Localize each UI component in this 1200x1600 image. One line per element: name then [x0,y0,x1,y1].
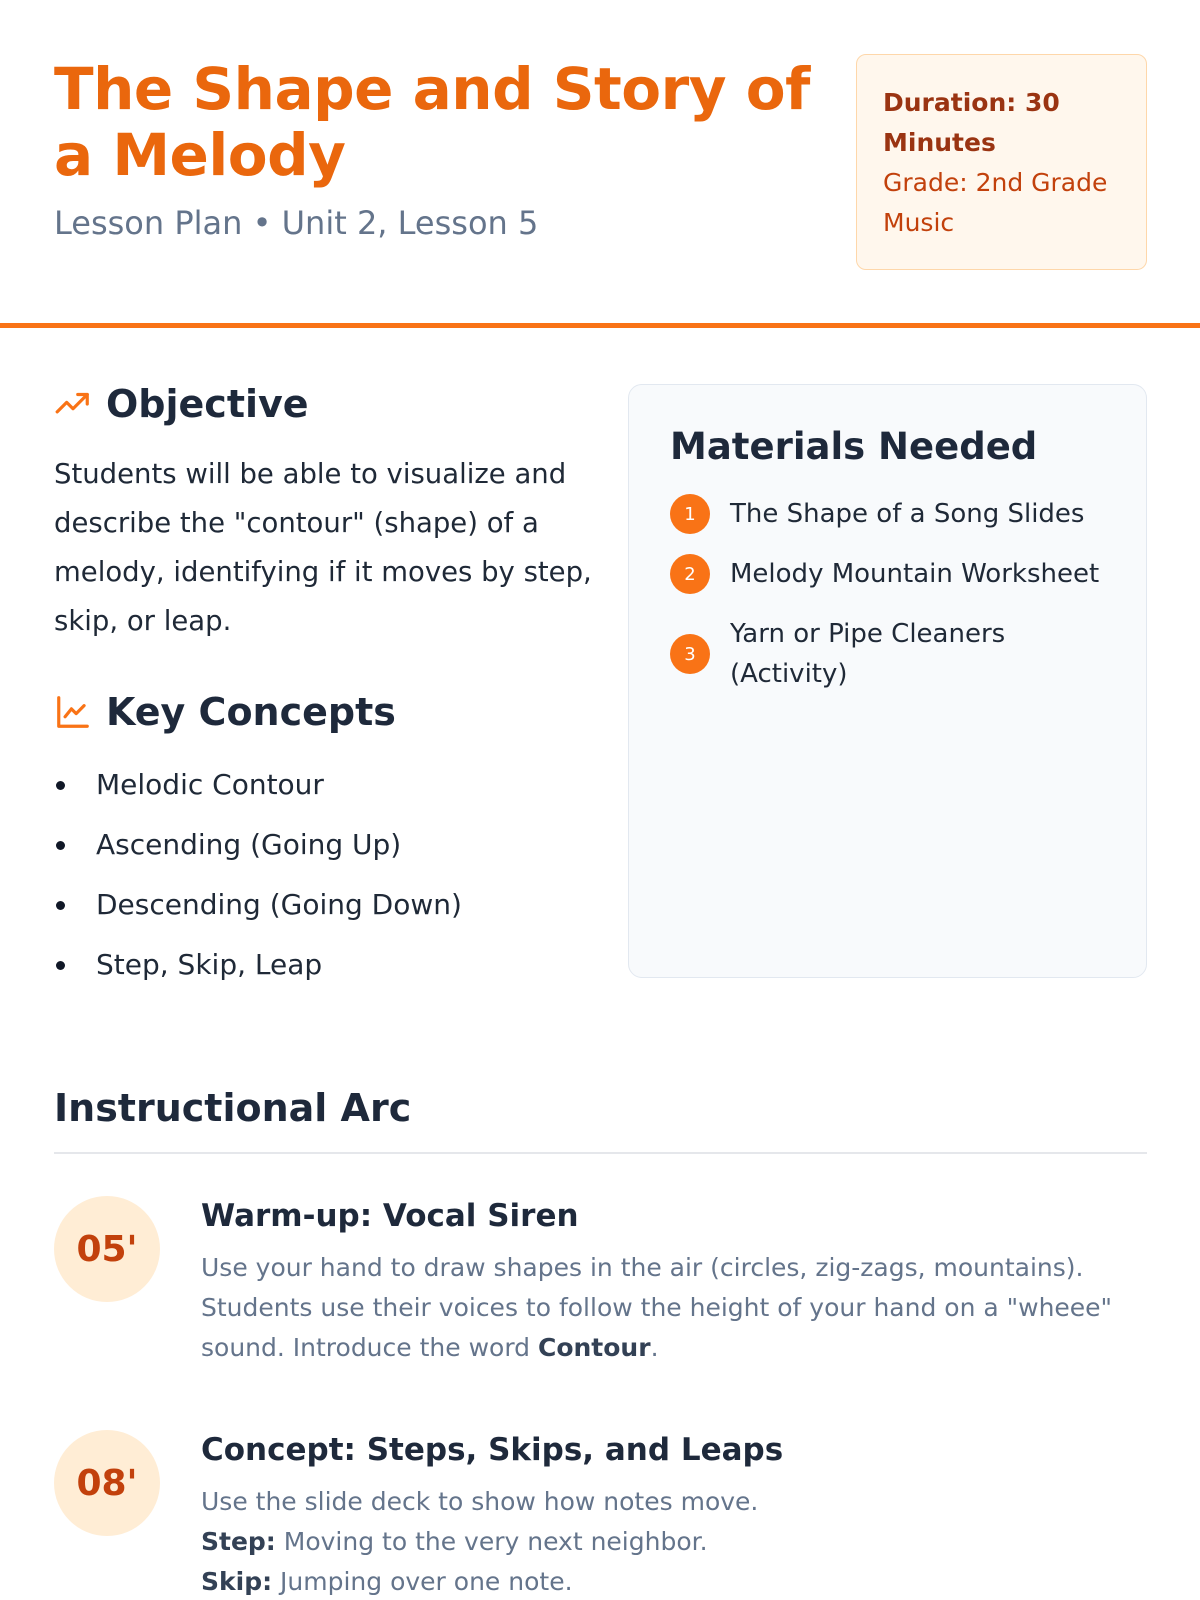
step-title: Warm-up: Vocal Siren [201,1198,579,1234]
step-time-badge: 05' [54,1196,160,1302]
step-text: . [650,1333,659,1362]
material-number-badge: 3 [670,634,710,674]
step-text: Jumping over one note. [272,1567,573,1596]
section-divider [54,1152,1147,1154]
step-body [201,1432,1147,1600]
material-item [670,614,1105,694]
material-item [670,494,1105,534]
material-label: Melody Mountain Worksheet [730,559,1100,589]
key-concepts-heading: Key Concepts [106,690,396,734]
step-description [201,1248,1147,1368]
materials-card [628,384,1147,978]
step-text: Use the slide deck to show how notes move. [201,1487,759,1516]
step-term: Skip: [201,1567,273,1596]
page-title: The Shape and Story of a Melody [54,55,810,189]
step-title: Concept: Steps, Skips, and Leaps [201,1432,784,1468]
objective-text: Students will be able to visualize and describe the "contour" (shape) of a melody, identifying if it moves by step, skip, or leap. [54,458,592,637]
step-body [201,1198,1147,1368]
material-label: Yarn or Pipe Cleaners (Activity) [730,619,1006,689]
material-number-badge: 2 [670,554,710,594]
material-item [670,554,1105,594]
grade-label: Grade: 2nd Grade Music [883,168,1108,237]
line-chart-icon [54,693,92,731]
objective-heading: Objective [106,382,309,426]
step-term: Contour [537,1333,651,1362]
objective-heading-row [54,382,309,426]
step-time-badge: 08' [54,1430,160,1536]
lesson-subtitle: Lesson Plan • Unit 2, Lesson 5 [54,204,539,242]
step-description [201,1482,1147,1600]
list-item: Descending (Going Down) [54,875,462,935]
instructional-arc-heading: Instructional Arc [54,1086,412,1130]
materials-heading: Materials Needed [670,425,1038,468]
step-text: Use your hand to draw shapes in the air (circles, zig-zags, mountains). Students use their voices to follow the height of your hand on a "wheee" sound. Introduce the word [201,1253,1113,1362]
duration-label: Duration: 30 Minutes [883,88,1060,157]
step-text: Moving to the very next neighbor. [275,1527,708,1556]
material-number-badge: 1 [670,494,710,534]
trending-up-icon [54,385,92,423]
step-term: Step: [201,1527,276,1556]
key-concepts-list [54,755,462,995]
lesson-header [54,52,1147,322]
header-divider [0,323,1200,328]
list-item: Step, Skip, Leap [54,935,462,995]
lesson-meta-box [856,54,1147,270]
material-label: The Shape of a Song Slides [730,499,1085,529]
key-concepts-heading-row [54,690,396,734]
list-item: Melodic Contour [54,755,462,815]
list-item: Ascending (Going Up) [54,815,462,875]
